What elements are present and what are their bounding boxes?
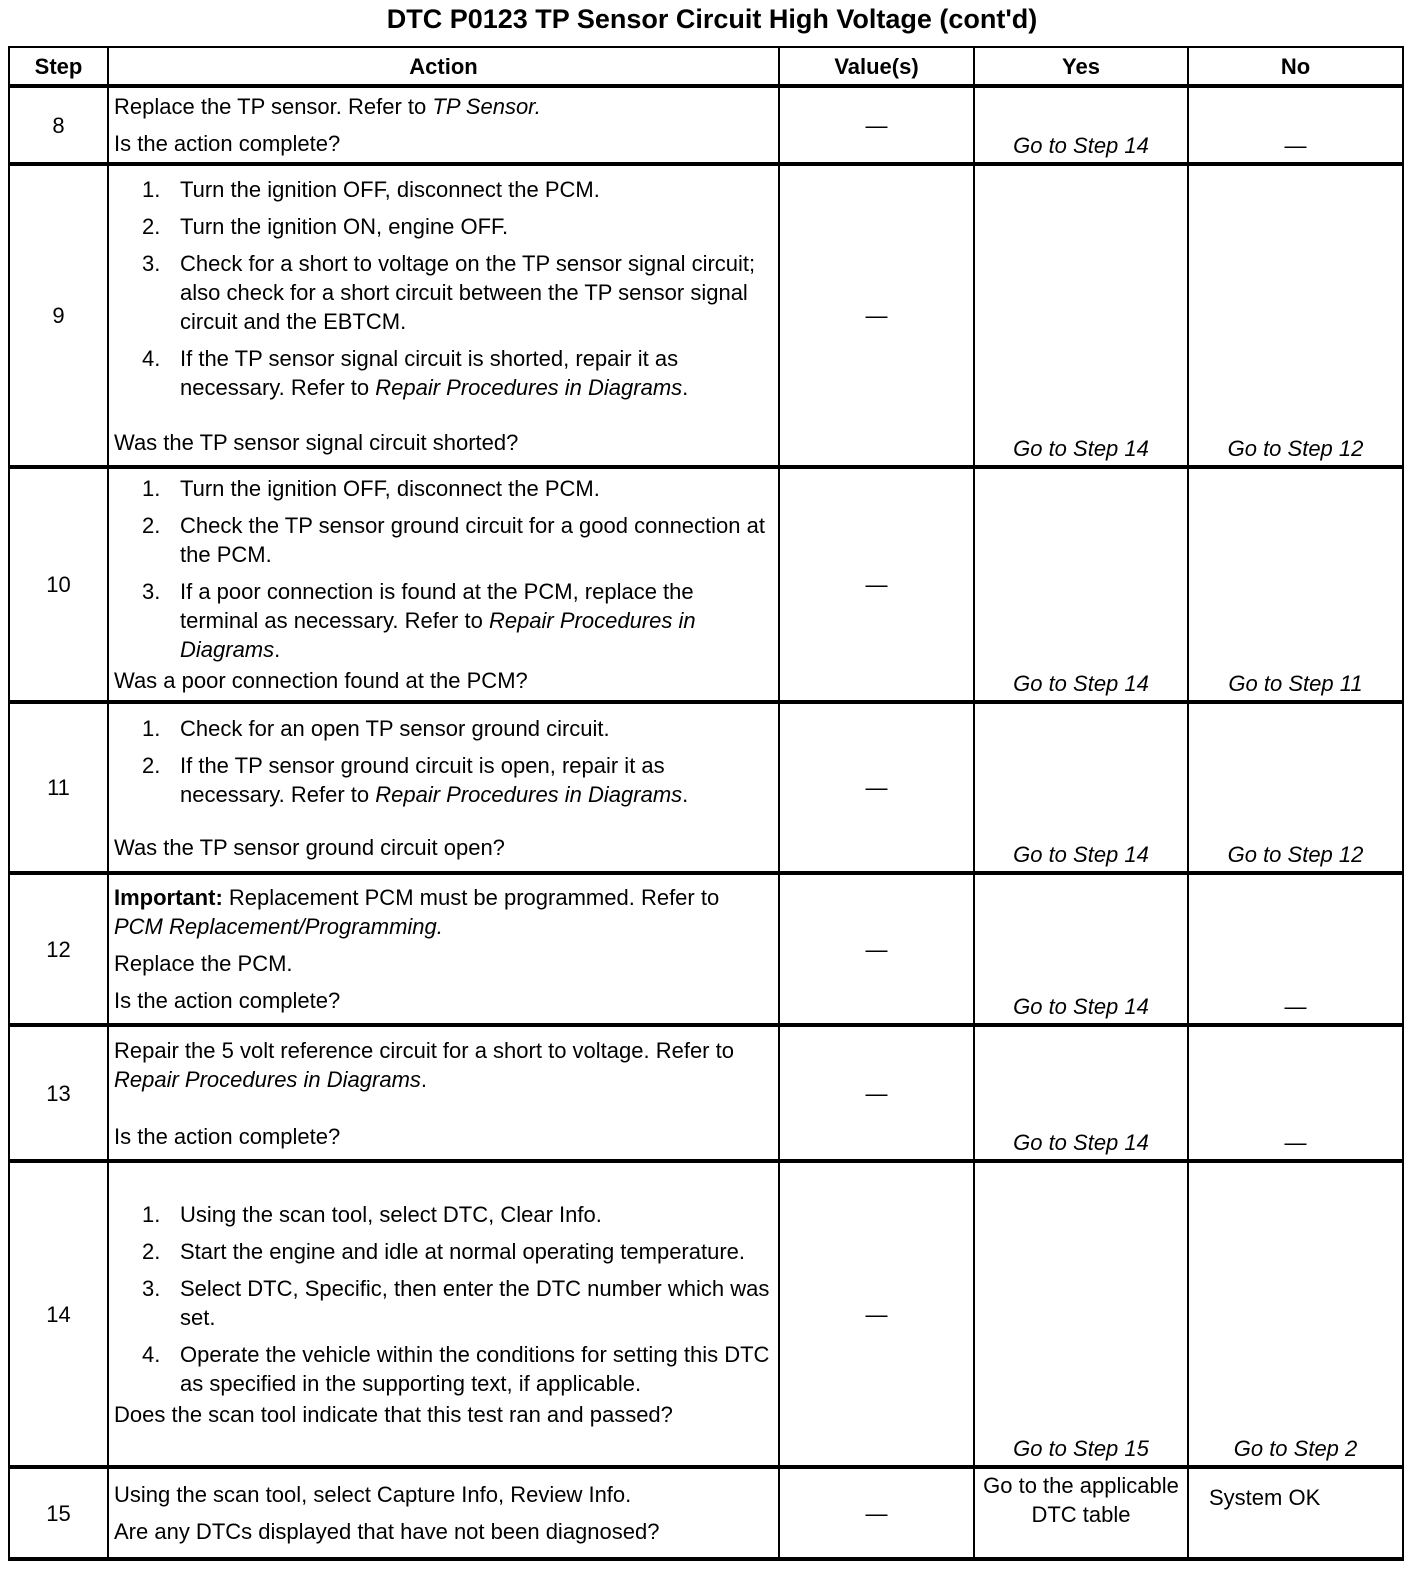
action-step-item: Check for a short to voltage on the TP sensor signal circuit; also check for a short circuit between the TP sensor signal circuit and the EBTCM.	[180, 250, 756, 334]
yes-cell: Go to the applicable DTC table	[974, 1467, 1188, 1559]
action-reference: Repair Procedures in Diagrams	[114, 1066, 421, 1092]
step-number: 9	[9, 164, 108, 467]
action-steps	[114, 714, 774, 809]
table-row	[9, 86, 1403, 164]
step-number: 13	[9, 1025, 108, 1161]
action-step-item: Turn the ignition ON, engine OFF.	[180, 213, 509, 239]
value-cell: —	[779, 164, 974, 467]
yes-cell: Go to Step 15	[974, 1161, 1188, 1467]
action-intro: Repair the 5 volt reference circuit for a short to voltage. Refer to	[114, 1037, 734, 1063]
action-step-item: Operate the vehicle within the conditions for setting this DTC as specified in the supporting text, if applicable.	[180, 1341, 770, 1396]
step-number: 15	[9, 1467, 108, 1559]
action-step-item: If the TP sensor signal circuit is shorted, repair it as necessary. Refer to Repair Procedures in Diagrams.	[180, 345, 689, 400]
yes-cell: Go to Step 14	[974, 164, 1188, 467]
no-cell: —	[1188, 1025, 1403, 1161]
action-step-item: Turn the ignition OFF, disconnect the PCM.	[180, 176, 600, 202]
no-cell: Go to Step 12	[1188, 164, 1403, 467]
important-text: Replacement PCM must be programmed. Refer to	[228, 885, 720, 910]
action-steps	[114, 1200, 774, 1398]
action-text	[114, 92, 774, 121]
action-step-item: Check the TP sensor ground circuit for a good connection at the PCM.	[180, 513, 765, 567]
action-step-item: Using the scan tool, select DTC, Clear Info.	[180, 1201, 602, 1227]
action-cell	[108, 1161, 779, 1467]
action-intro: Replace the PCM.	[114, 951, 293, 976]
action-reference: Repair Procedures in Diagrams	[375, 781, 683, 807]
table-row	[9, 164, 1403, 467]
important-label: Important:	[114, 885, 223, 910]
value-cell: —	[779, 1161, 974, 1467]
action-step-item: Turn the ignition OFF, disconnect the PCM.	[180, 476, 600, 501]
important-note	[114, 883, 774, 941]
action-question: Was the TP sensor ground circuit open?	[114, 834, 505, 860]
action-text: Repair the 5 volt reference circuit for a short to voltage. Refer to Repair Procedures in Diagrams.	[114, 1037, 734, 1092]
table-row	[9, 467, 1403, 702]
table-row	[9, 1161, 1403, 1467]
step-number: 8	[9, 86, 108, 164]
header-yes: Yes	[974, 47, 1188, 86]
header-step: Step	[9, 47, 108, 86]
table-row	[9, 873, 1403, 1025]
value-cell: —	[779, 86, 974, 164]
action-step-item: If the TP sensor ground circuit is open, repair it as necessary. Refer to Repair Procedures in Diagrams.	[180, 752, 689, 807]
step-number: 10	[9, 467, 108, 702]
action-step-item: Select DTC, Specific, then enter the DTC number which was set.	[180, 1275, 770, 1330]
header-row	[9, 47, 1403, 86]
action-cell	[108, 164, 779, 467]
action-cell	[108, 702, 779, 873]
header-no: No	[1188, 47, 1403, 86]
action-step-item: Check for an open TP sensor ground circuit.	[180, 715, 610, 741]
yes-cell: Go to Step 14	[974, 873, 1188, 1025]
action-intro: Replace the TP sensor. Refer to	[114, 94, 427, 119]
action-question: Is the action complete?	[114, 131, 341, 156]
no-cell: Go to Step 11	[1188, 467, 1403, 702]
yes-cell: Go to Step 14	[974, 467, 1188, 702]
header-values: Value(s)	[779, 47, 974, 86]
value-cell: —	[779, 873, 974, 1025]
table-row	[9, 1467, 1403, 1559]
value-cell: —	[779, 702, 974, 873]
step-number: 12	[9, 873, 108, 1025]
action-question: Is the action complete?	[114, 1123, 341, 1149]
action-intro: Using the scan tool, select Capture Info, Review Info.	[114, 1482, 632, 1507]
action-question: Is the action complete?	[114, 988, 341, 1013]
yes-cell: Go to Step 14	[974, 1025, 1188, 1161]
yes-cell: Go to Step 14	[974, 702, 1188, 873]
action-cell	[108, 86, 779, 164]
value-cell: —	[779, 1025, 974, 1161]
action-question: Was the TP sensor signal circuit shorted?	[114, 429, 519, 455]
no-cell: System OK	[1188, 1467, 1403, 1559]
step-number: 14	[9, 1161, 108, 1467]
action-cell	[108, 1025, 779, 1161]
page-title: DTC P0123 TP Sensor Circuit High Voltage (cont'd)	[386, 4, 1038, 34]
yes-cell: Go to Step 14	[974, 86, 1188, 164]
action-question: Does the scan tool indicate that this test ran and passed?	[114, 1401, 673, 1427]
action-cell	[108, 467, 779, 702]
action-step-text: If a poor connection is found at the PCM, replace the terminal as necessary. Refer to	[180, 579, 694, 633]
step-number: 11	[9, 702, 108, 873]
value-cell: —	[779, 467, 974, 702]
action-steps	[114, 175, 774, 402]
dtc-table	[8, 46, 1404, 1561]
action-step-item: Start the engine and idle at normal operating temperature.	[180, 1238, 746, 1264]
action-question: Are any DTCs displayed that have not been diagnosed?	[114, 1519, 660, 1544]
table-row	[9, 702, 1403, 873]
action-question: Was a poor connection found at the PCM?	[114, 668, 528, 693]
action-cell	[108, 1467, 779, 1559]
action-step-item: If a poor connection is found at the PCM, replace the terminal as necessary. Refer to Repair Procedures in Diagrams.	[180, 579, 696, 662]
no-cell: Go to Step 12	[1188, 702, 1403, 873]
table-row	[9, 1025, 1403, 1161]
action-reference: Repair Procedures in Diagrams	[375, 374, 683, 400]
action-step-text: If the TP sensor signal circuit is shorted, repair it as necessary. Refer to	[180, 345, 679, 400]
no-cell: Go to Step 2	[1188, 1161, 1403, 1467]
action-cell	[108, 873, 779, 1025]
value-cell: —	[779, 1467, 974, 1559]
action-reference: TP Sensor.	[432, 94, 541, 119]
no-cell: —	[1188, 873, 1403, 1025]
header-action: Action	[108, 47, 779, 86]
action-reference: Repair Procedures in Diagrams	[180, 608, 696, 662]
action-step-text: If the TP sensor ground circuit is open, repair it as necessary. Refer to	[180, 752, 665, 807]
action-steps	[114, 474, 774, 664]
no-cell: —	[1188, 86, 1403, 164]
action-reference: PCM Replacement/Programming.	[114, 914, 443, 939]
